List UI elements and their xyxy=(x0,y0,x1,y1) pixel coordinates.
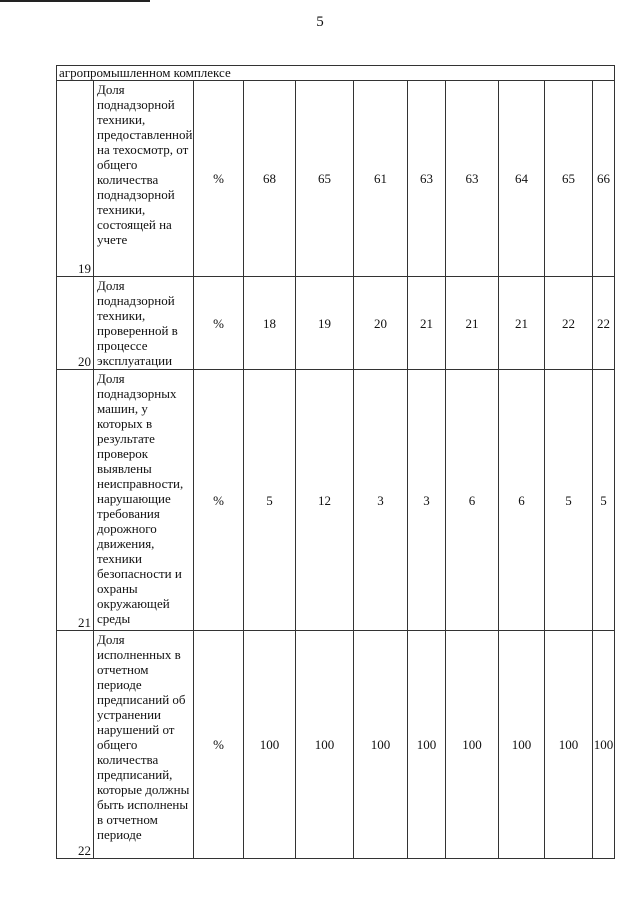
value-cell: 21 xyxy=(446,277,499,370)
row-number: 21 xyxy=(57,370,94,631)
value-cell: 65 xyxy=(545,81,593,277)
indicator-name: Доля поднадзорной техники, предоставленной на техосмотр, от общего количества поднадзорной техники, состоящей на учете xyxy=(94,81,194,277)
value-cell: 6 xyxy=(446,370,499,631)
value-cell: 100 xyxy=(244,631,296,859)
unit-cell: % xyxy=(194,631,244,859)
value-cell: 6 xyxy=(499,370,545,631)
value-cell: 61 xyxy=(354,81,408,277)
value-cell: 68 xyxy=(244,81,296,277)
value-cell: 22 xyxy=(593,277,615,370)
table-row xyxy=(57,277,615,370)
indicators-table xyxy=(56,65,615,859)
value-cell: 12 xyxy=(296,370,354,631)
value-cell: 5 xyxy=(545,370,593,631)
unit-cell: % xyxy=(194,277,244,370)
value-cell: 5 xyxy=(244,370,296,631)
value-cell: 63 xyxy=(446,81,499,277)
indicator-name: Доля поднадзорной техники, проверенной в процессе эксплуатации xyxy=(94,277,194,370)
value-cell: 19 xyxy=(296,277,354,370)
table-header-row xyxy=(57,66,615,81)
value-cell: 3 xyxy=(408,370,446,631)
value-cell: 63 xyxy=(408,81,446,277)
value-cell: 100 xyxy=(446,631,499,859)
value-cell: 21 xyxy=(408,277,446,370)
row-number: 19 xyxy=(57,81,94,277)
value-cell: 20 xyxy=(354,277,408,370)
row-number: 22 xyxy=(57,631,94,859)
value-cell: 100 xyxy=(499,631,545,859)
value-cell: 65 xyxy=(296,81,354,277)
table-row xyxy=(57,370,615,631)
value-cell: 21 xyxy=(499,277,545,370)
value-cell: 100 xyxy=(354,631,408,859)
value-cell: 5 xyxy=(593,370,615,631)
row-number: 20 xyxy=(57,277,94,370)
value-cell: 22 xyxy=(545,277,593,370)
header-cell: агропромышленном комплексе xyxy=(57,66,615,81)
unit-cell: % xyxy=(194,81,244,277)
value-cell: 100 xyxy=(593,631,615,859)
unit-cell: % xyxy=(194,370,244,631)
value-cell: 100 xyxy=(545,631,593,859)
value-cell: 3 xyxy=(354,370,408,631)
value-cell: 64 xyxy=(499,81,545,277)
table-row xyxy=(57,81,615,277)
value-cell: 100 xyxy=(296,631,354,859)
indicator-name: Доля исполненных в отчетном периоде предписаний об устранении нарушений от общего количества предписаний, которые должны быть исполнены в отчетном периоде xyxy=(94,631,194,859)
table-row xyxy=(57,631,615,859)
page-number: 5 xyxy=(316,14,324,30)
top-rule xyxy=(0,0,150,2)
value-cell: 18 xyxy=(244,277,296,370)
value-cell: 66 xyxy=(593,81,615,277)
value-cell: 100 xyxy=(408,631,446,859)
indicator-name: Доля поднадзорных машин, у которых в результате проверок выявлены неисправности, нарушающие требования дорожного движения, техники безопасности и охраны окружающей среды xyxy=(94,370,194,631)
